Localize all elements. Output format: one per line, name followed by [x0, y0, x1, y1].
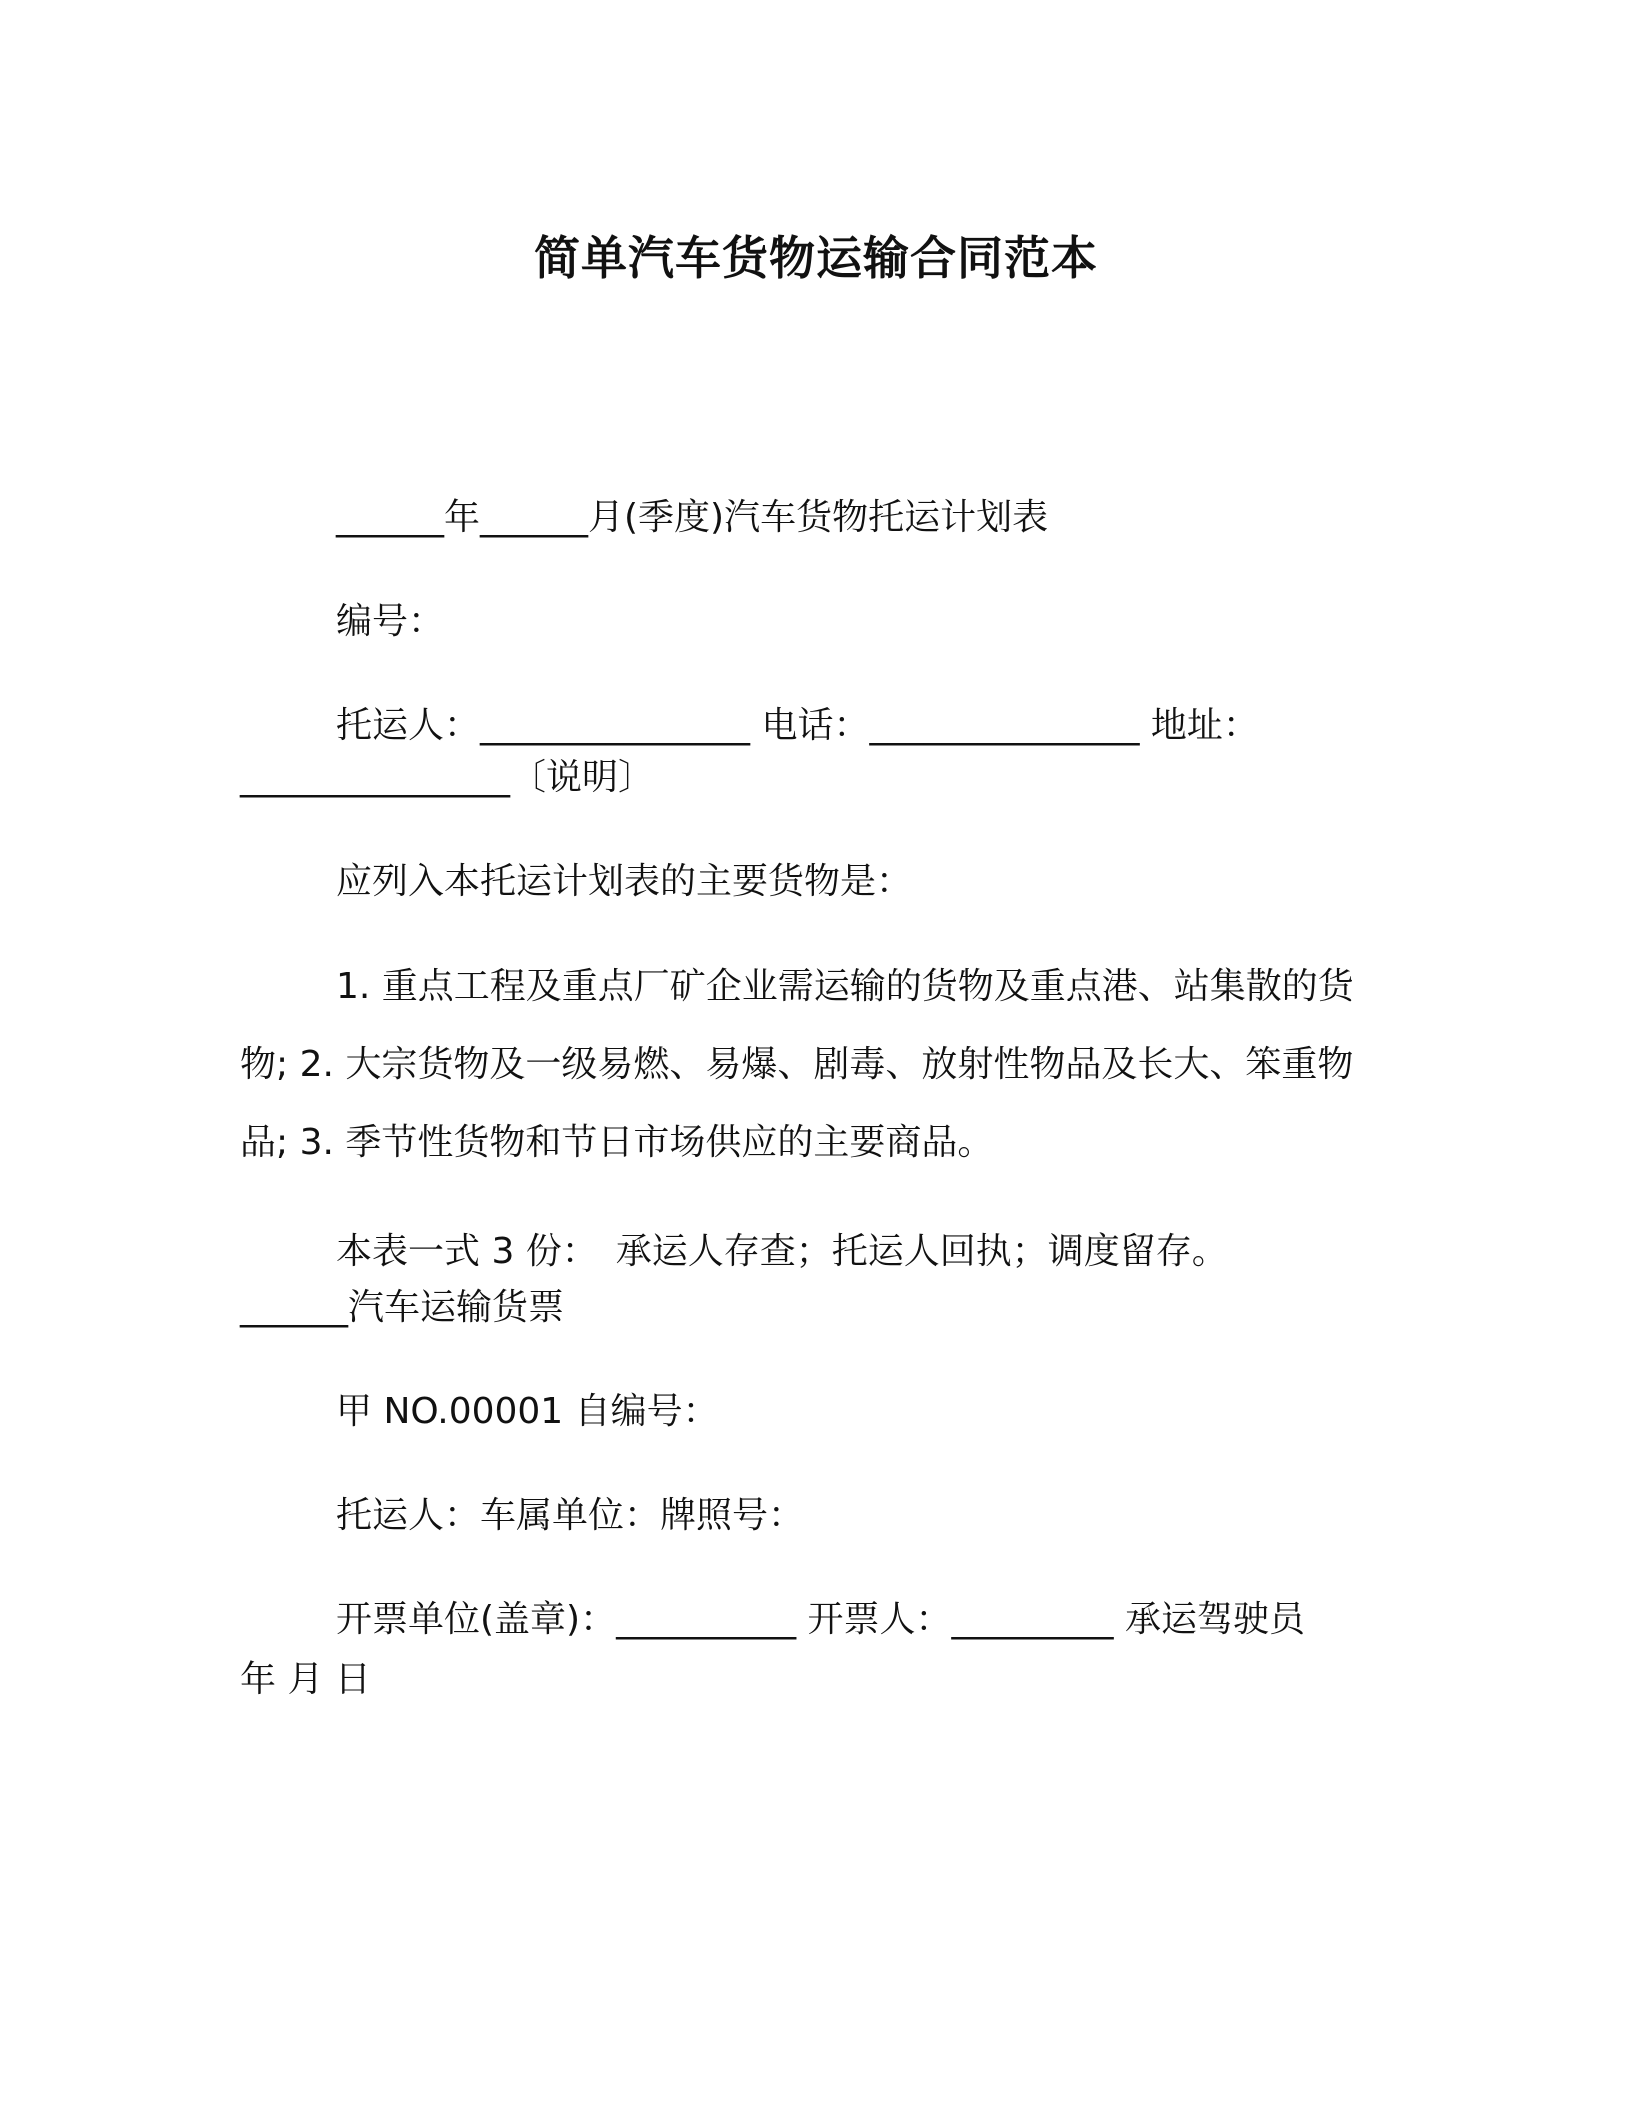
date-line: 年 月 日 [240, 1659, 371, 1700]
goods-list: 1. 重点工程及重点厂矿企业需运输的货物及重点港、站集散的货物; 2. 大宗货物及一级易燃、易爆、剧毒、放射性物品及长大、笨重物品; 3. 季节性货物和节日市场供应的主要商品。 [240, 966, 1354, 1163]
waybill-title: ______汽车运输货票 [240, 1287, 565, 1328]
main-goods-intro: 应列入本托运计划表的主要货物是： [336, 861, 913, 902]
issuer-line: 开票单位(盖章)：__________ 开票人：_________ 承运驾驶员 [336, 1599, 1305, 1640]
plan-table-title: ______年______月(季度)汽车货物托运计划表 [336, 497, 1049, 538]
carrier-info: 托运人：车属单位：牌照号： [336, 1495, 805, 1536]
document-title: 简单汽车货物运输合同范本 [534, 231, 1098, 285]
copies: 本表一式 3 份： 承运人存查；托运人回执；调度留存。 [336, 1231, 1228, 1272]
shipper-line: 托运人：_______________ 电话：_______________ 地址：_______________〔说明〕 [240, 705, 1259, 798]
serial-number: 编号： [336, 601, 445, 642]
waybill-number: 甲 NO.00001 自编号： [336, 1391, 719, 1432]
document-body [240, 492, 1390, 1758]
